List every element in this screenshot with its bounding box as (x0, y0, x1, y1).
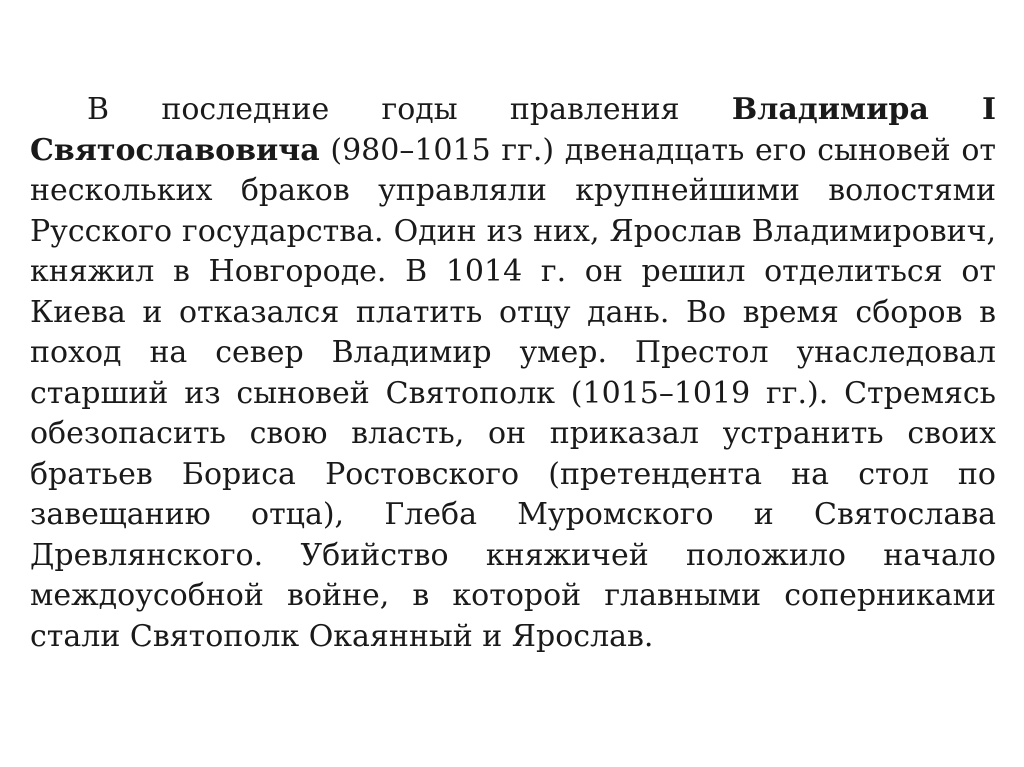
ruler-name: Владимира I Святославовича (30, 92, 996, 168)
body-paragraph (30, 90, 996, 657)
paragraph-main: (980–1015 гг.) двенадцать его сыновей от нескольких браков управляли крупнейшими волостями Русского государства. Один из них, Ярослав Владимирович, княжил в Новгороде. В 1014 г. он решил отделиться от Киева и отказался платить отцу дань. Во время сборов в поход на север Владимир умер. Престол унаследовал старший из сыновей Святополк (1015–1019 гг.). Стремясь обезопасить свою власть, он приказал устранить своих братьев Бориса Ростовского (претендента на стол по завещанию отца), Глеба Муромского и Святослава Древлянского. Убийство княжичей положило начало междоусобной войне, в которой главными соперниками стали Святополк Окаянный и Ярослав. (30, 132, 996, 654)
paragraph-intro: В последние годы правления (87, 92, 732, 127)
